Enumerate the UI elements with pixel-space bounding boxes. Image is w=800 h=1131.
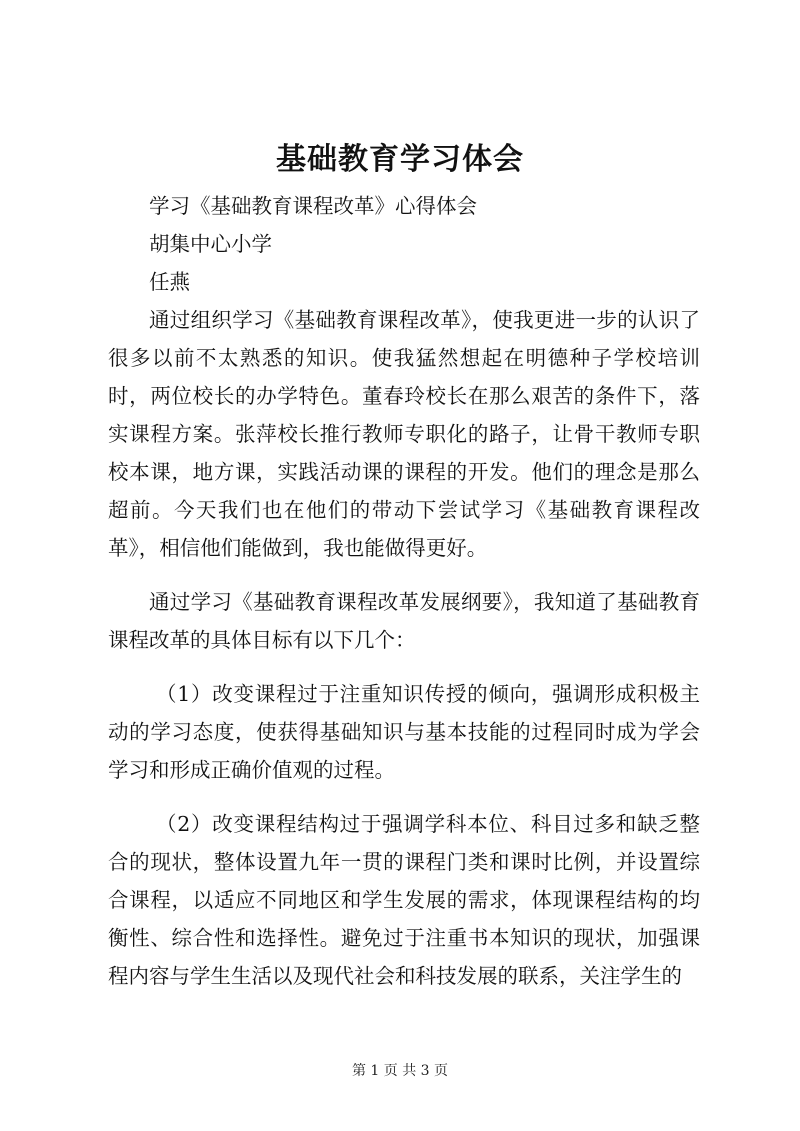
document-body bbox=[108, 187, 700, 995]
body-paragraph: 通过学习《基础教育课程改革发展纲要》，我知道了基础教育课程改革的具体目标有以下几个： bbox=[108, 590, 700, 652]
goal-item: （2）改变课程结构过于强调学科本位、科目过多和缺乏整合的现状，整体设置九年一贯的课程门类和课时比例，并设置综合课程，以适应不同地区和学生发展的需求，体现课程结构的均衡性、综合性和选择性。避免过于注重书本知识的现状，加强课程内容与学生生活以及现代社会和科技发展的联系，关注学生的 bbox=[108, 812, 700, 988]
body-paragraph: 通过组织学习《基础教育课程改革》，使我更进一步的认识了很多以前不太熟悉的知识。使我猛然想起在明德种子学校培训时，两位校长的办学特色。董春玲校长在那么艰苦的条件下，落实课程方案。张萍校长推行教师专职化的路子，让骨干教师专职校本课，地方课，实践活动课的课程的开发。他们的理念是那么超前。今天我们也在他们的带动下尝试学习《基础教育课程改革》，相信他们能做到，我也能做得更好。 bbox=[108, 308, 700, 560]
school-name: 胡集中心小学 bbox=[149, 232, 272, 256]
document-subtitle: 学习《基础教育课程改革》心得体会 bbox=[149, 194, 477, 218]
author-name: 任燕 bbox=[149, 270, 190, 294]
goal-item: （1）改变课程过于注重知识传授的倾向，强调形成积极主动的学习态度，使获得基础知识与基本技能的过程同时成为学会学习和形成正确价值观的过程。 bbox=[108, 682, 700, 782]
page-number: 第 1 页 共 3 页 bbox=[351, 1063, 449, 1079]
document-title: 基础教育学习体会 bbox=[276, 142, 524, 177]
